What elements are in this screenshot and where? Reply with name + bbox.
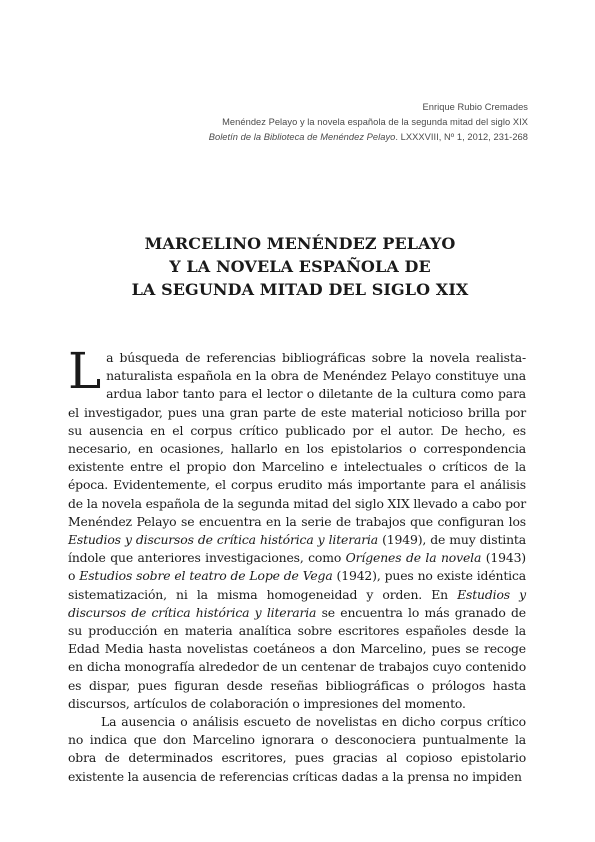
article-body (68, 342, 527, 786)
header-citation: . LXXXVIII, Nº 1, 2012, 231-268 (395, 132, 528, 142)
title-line-2: Y LA NOVELA ESPAÑOLA DE (169, 257, 431, 276)
article-title (110, 232, 490, 301)
paragraph-1-text-3: (1943) o (68, 550, 526, 584)
work-title-estudios-discursos-2: Estudios y discursos de crítica histórica y literaria (68, 586, 527, 620)
paragraph-1 (68, 342, 527, 713)
work-title-origenes: Orígenes de la novela (345, 550, 482, 566)
paragraph-1-text-4: (1942), pues no existe idéntica sistematización, ni la misma homogeneidad y orden. En (68, 568, 527, 602)
work-title-estudios-discursos: Estudios y discursos de crítica histórica y literaria (68, 532, 379, 548)
paragraph-2: La ausencia o análisis escueto de novelistas en dicho corpus crítico no indica que don Marcelino ignorara o desconociera puntualmente la obra de determinados escritores, pues gracias al copioso epistolario existente la ausencia de referencias críticas dadas a la prensa no impiden (68, 714, 526, 784)
drop-cap: L (68, 342, 102, 400)
title-line-1: MARCELINO MENÉNDEZ PELAYO (144, 234, 456, 253)
paragraph-1-text-5: se encuentra lo más granado de su producción en materia analítica sobre escritores españoles desde la Edad Media hasta novelistas coetáneos a don Marcelino, pues se recoge en dicha monografía alrededor de un centenar de trabajos cuyo contenido es dispar, pues figuran desde reseñas bibliográficas o prólogos hasta discursos, artículos de colaboración o impresiones del momento. (68, 604, 526, 711)
header-article-title: Menéndez Pelayo y la novela española de la segunda mitad del siglo XIX (222, 117, 528, 127)
paragraph-1-text-1: a búsqueda de referencias bibliográficas sobre la novela realista-naturalista española en la obra de Menéndez Pelayo constituye una ardua labor tanto para el lector o diletante de la cultura como para el investigador, pues una gran parte de este material noticioso brilla por su ausencia en el corpus crítico publicado por el autor. De hecho, es necesario, en ocasiones, hallarlo en los epistolarios o correspondencia existente entre el propio don Marcelino e intelectuales o críticos de la época. Evidentemente, el corpus erudito más importante para el análisis de la novela española de la segunda mitad del siglo XIX llevado a cabo por Menéndez Pelayo se encuentra en la serie de trabajos que configuran los (68, 350, 527, 529)
header-journal: Boletín de la Biblioteca de Menéndez Pelayo (208, 132, 396, 142)
running-header (120, 100, 528, 145)
title-line-3: LA SEGUNDA MITAD DEL SIGLO XIX (131, 280, 469, 299)
work-title-teatro-lope: Estudios sobre el teatro de Lope de Vega (79, 568, 333, 584)
header-citation-line (120, 130, 528, 145)
header-author: Enrique Rubio Cremades (422, 102, 528, 112)
paragraph-1-text-2: (1949), de muy distinta índole que anteriores investigaciones, como (68, 532, 526, 566)
